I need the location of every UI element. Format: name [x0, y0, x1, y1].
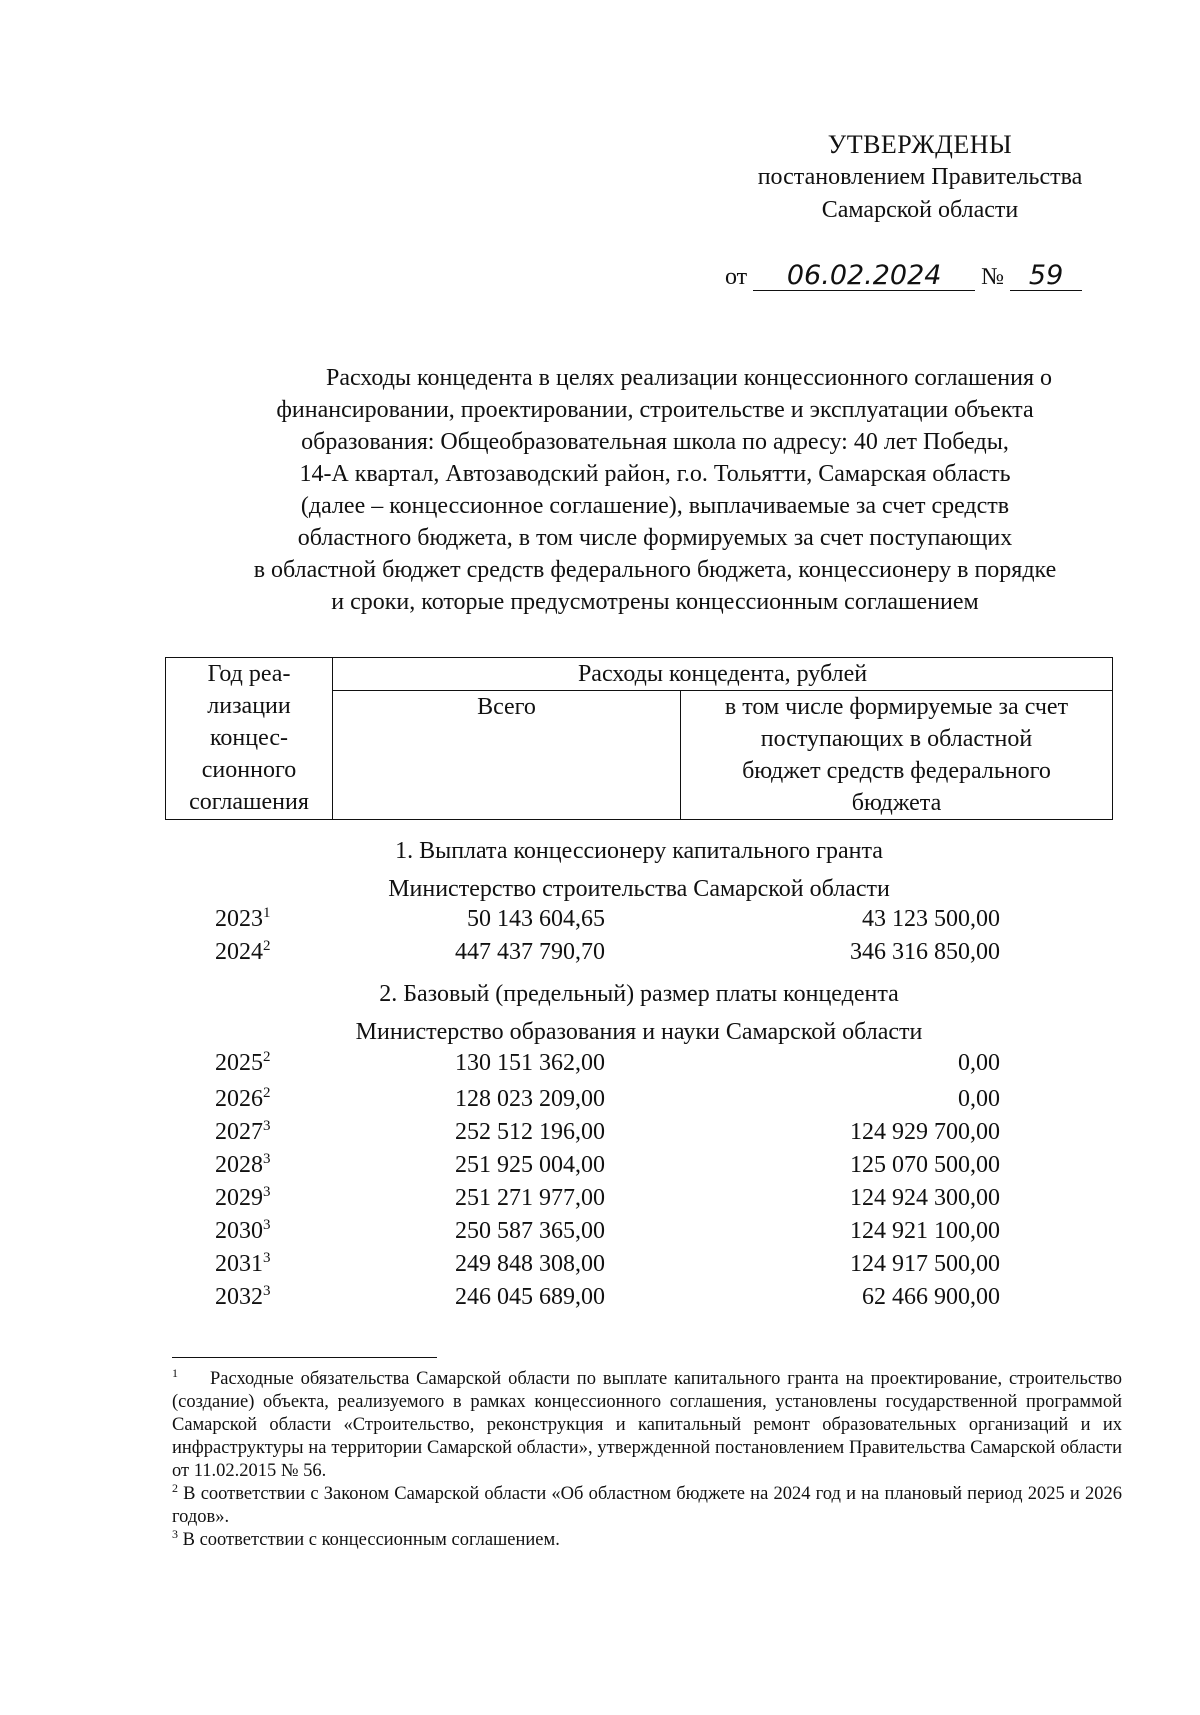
- footnote-3: [172, 1529, 1122, 1552]
- footnote-text: Расходные обязательства Самарской области по выплате капитального гранта на проектирование, строительство (создание) объекта, реализуемого в рамках концессионного соглашения, установлены государственной программой Самарской области «Строительство, реконструкция и капитальный ремонт образовательных организаций и их инфраструктуры на территории Самарской области», утвержденной постановлением Правительства Самарской области от 11.02.2015 № 56.: [172, 1369, 1122, 1481]
- year-cell: 2028$^3$: [215, 1151, 271, 1178]
- year-cell: 2024$^2$: [215, 938, 271, 965]
- title-line: образования: Общеобразовательная школа по адресу: 40 лет Победы,: [301, 429, 1009, 455]
- year-header-line: сионного: [201, 757, 297, 783]
- footnote-mark: 3: [172, 1527, 178, 1541]
- federal-header-line: в том числе формируемые за счет: [724, 694, 1069, 720]
- decree-number: 59: [1010, 262, 1082, 291]
- section-1-title: 1. Выплата концессионеру капитального гранта: [395, 838, 883, 864]
- footnotes: [172, 1368, 1122, 1552]
- federal-cell: 43 123 500,00: [862, 906, 1000, 932]
- table-row: [165, 1119, 1113, 1152]
- title-line: 14-А квартал, Автозаводский район, г.о. Тольятти, Самарская область: [299, 461, 1011, 487]
- approved-heading: УТВЕРЖДЕНЫ: [827, 130, 1013, 159]
- federal-cell: 124 924 300,00: [850, 1185, 1000, 1211]
- year-header-line: лизации: [207, 693, 291, 719]
- year-cell: 2025$^2$: [215, 1049, 271, 1076]
- total-cell: 250 587 365,00: [455, 1218, 605, 1244]
- document-title: [160, 362, 1150, 618]
- total-cell: 251 271 977,00: [455, 1185, 605, 1211]
- federal-header-line: бюджет средств федерального: [742, 758, 1051, 784]
- year-cell: 2029$^3$: [215, 1184, 271, 1211]
- table-row: [165, 939, 1113, 972]
- approval-line-1: постановлением Правительства: [757, 164, 1083, 190]
- expenses-header-cell: Расходы концедента, рублей: [333, 658, 1113, 691]
- year-header-line: Год реа-: [207, 661, 291, 687]
- year-cell: 2031$^3$: [215, 1250, 271, 1277]
- total-cell: 130 151 362,00: [455, 1050, 605, 1076]
- total-cell: 50 143 604,65: [467, 906, 605, 932]
- total-cell: 252 512 196,00: [455, 1119, 605, 1145]
- federal-cell: 346 316 850,00: [850, 939, 1000, 965]
- footnote-1: $^1$ Расходные обязательства Самарской области по выплате капитального гранта на проектирование, строительство (создание) объекта, реализуемого в рамках концессионного соглашения, установлены государственной программой Самарской области «Строительство, реконструкция и капитальный ремонт образовательных организаций и их инфраструктуры на территории Самарской области», утвержденной постановлением Правительства Самарской области от 11.02.2015 № 56.: [172, 1366, 1122, 1481]
- title-line: областного бюджета, в том числе формируемых за счет поступающих: [297, 525, 1013, 551]
- federal-header-cell: [681, 691, 1113, 820]
- federal-cell: 124 929 700,00: [850, 1119, 1000, 1145]
- year-header-cell: [166, 658, 333, 820]
- footnote-mark: 2: [172, 1481, 178, 1495]
- approval-block: [700, 128, 1140, 227]
- title-line: в областной бюджет средств федерального бюджета, концессионеру в порядке: [253, 557, 1057, 583]
- year-header-line: концес-: [209, 725, 289, 751]
- table-row: [165, 1050, 1113, 1086]
- section-2-rows: [165, 1050, 1113, 1317]
- year-cell: 2027$^3$: [215, 1118, 271, 1145]
- total-cell: 249 848 308,00: [455, 1251, 605, 1277]
- year-cell: 2030$^3$: [215, 1217, 271, 1244]
- federal-cell: 124 917 500,00: [850, 1251, 1000, 1277]
- federal-cell: 124 921 100,00: [850, 1218, 1000, 1244]
- decree-date-number: [725, 262, 1082, 291]
- total-cell: 128 023 209,00: [455, 1086, 605, 1112]
- table-row: [165, 1152, 1113, 1185]
- federal-cell: 62 466 900,00: [862, 1284, 1000, 1310]
- footnote-text: В соответствии с концессионным соглашением.: [178, 1530, 560, 1550]
- title-line: Расходы концедента в целях реализации концессионного соглашения о: [325, 365, 1053, 391]
- number-label: №: [981, 264, 1005, 290]
- year-cell: 2023$^1$: [215, 905, 271, 932]
- federal-cell: 125 070 500,00: [850, 1152, 1000, 1178]
- federal-cell: 0,00: [958, 1050, 1000, 1076]
- title-line: и сроки, которые предусмотрены концессионным соглашением: [331, 589, 979, 615]
- table-row: [165, 1185, 1113, 1218]
- title-line: (далее – концессионное соглашение), выплачиваемые за счет средств: [300, 493, 1010, 519]
- federal-header-line: поступающих в областной: [760, 726, 1033, 752]
- table-row: [165, 906, 1113, 939]
- section-2-ministry: Министерство образования и науки Самарской области: [355, 1019, 923, 1045]
- section-1-rows: [165, 906, 1113, 972]
- year-cell: 2032$^3$: [215, 1283, 271, 1310]
- total-cell: 246 045 689,00: [455, 1284, 605, 1310]
- title-line: финансировании, проектировании, строительстве и эксплуатации объекта: [276, 397, 1034, 423]
- approval-line-2: Самарской области: [821, 197, 1019, 223]
- section-2-title: 2. Базовый (предельный) размер платы концедента: [379, 981, 899, 1007]
- decree-date: 06.02.2024: [753, 262, 975, 291]
- section-1-ministry: Министерство строительства Самарской области: [388, 876, 890, 902]
- table-row: [165, 1284, 1113, 1317]
- footnote-2: [172, 1483, 1122, 1529]
- federal-cell: 0,00: [958, 1086, 1000, 1112]
- total-cell: 447 437 790,70: [455, 939, 605, 965]
- table-row: [165, 1086, 1113, 1119]
- year-cell: 2026$^2$: [215, 1085, 271, 1112]
- federal-header-line: бюджета: [851, 790, 942, 816]
- from-label: от: [725, 264, 748, 290]
- footnote-text: В соответствии с Законом Самарской области «Об областном бюджете на 2024 год и на плановый период 2025 и 2026 годов».: [172, 1484, 1122, 1527]
- table-row: [165, 1218, 1113, 1251]
- expenses-table-header: [165, 657, 1113, 820]
- table-row: [165, 1251, 1113, 1284]
- total-header-cell: Всего: [333, 691, 681, 820]
- year-header-line: соглашения: [189, 789, 309, 815]
- total-cell: 251 925 004,00: [455, 1152, 605, 1178]
- footnote-divider: [172, 1357, 437, 1358]
